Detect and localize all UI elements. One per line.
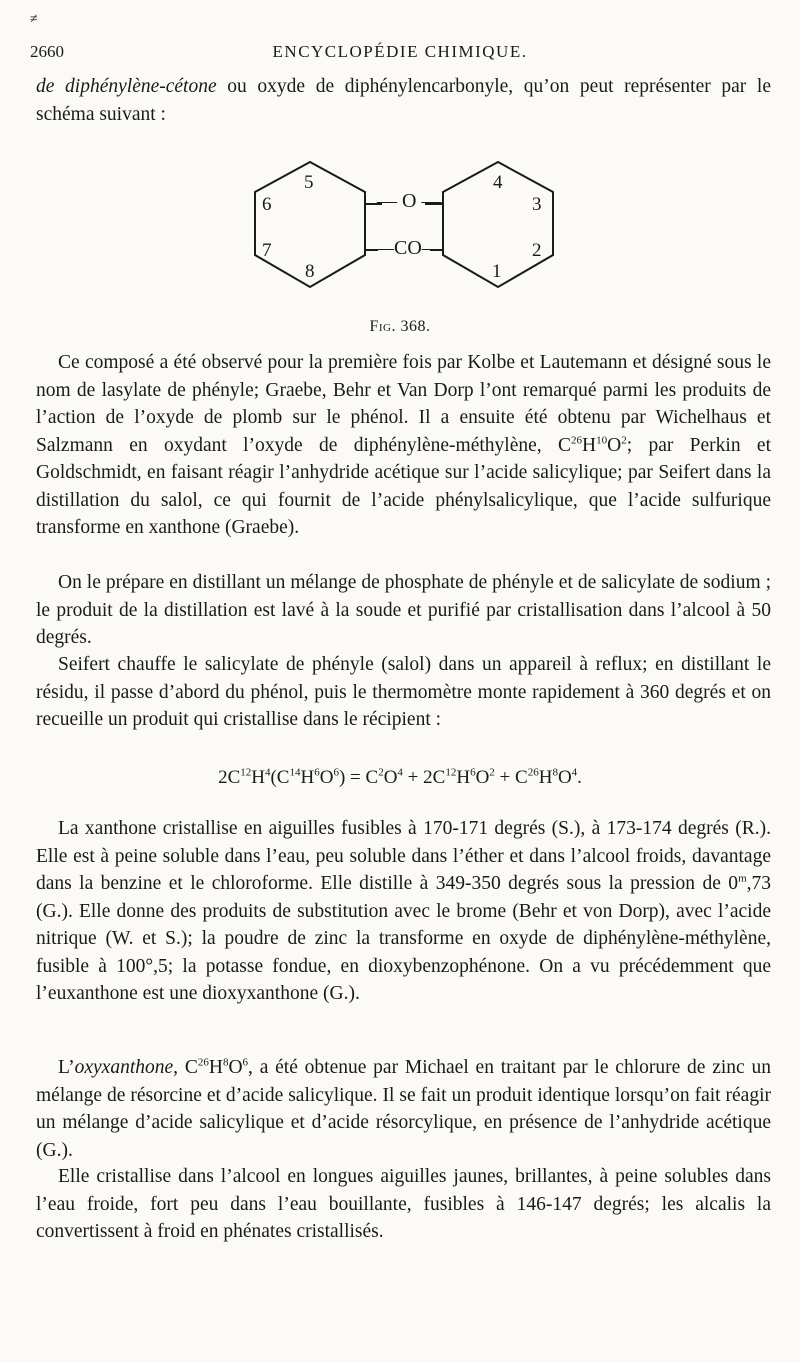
properties-paragraph xyxy=(36,815,771,1008)
page-header xyxy=(30,42,770,66)
oxyxanthone-paragraph: L’oxyxanthone, $C^{26}H^8O^6$, a été obtenue par Michael en traitant par le chlorure de zinc un mélange de résorcine et d’acide salicylique. Il se fait un produit identique lorsqu’on fait réagir un mélange d’acide salicylique et d’acide résorcylique, en présence de l’anhydride acétique (G.). xyxy=(36,1056,771,1161)
ring-number-1: 1 xyxy=(492,261,502,282)
seifert-text: Seifert chauffe le salicylate de phényle (salol) dans un appareil à reflux; en distillant le résidu, il passe d’abord du phénol, puis le thermomètre monte rapidement à 360 degrés et on recueille un produit qui cristallise dans le récipient : xyxy=(36,654,771,730)
compound-name: de diphénylène-cétone xyxy=(36,76,217,97)
oxyxanthone-text: , a été obtenue par Michael en traitant par le chlorure de zinc un mélange de résorcine et d’acide salicylique. Il se fait un produit identique lorsqu’on fait réagir un mélange d’acide salicylique et d’acide résorcylique, en présence de l’anhydride acétique (G.). xyxy=(36,1057,771,1161)
oxyxanthone-name: oxyxanthone xyxy=(74,1057,174,1078)
preparation-text: On le prépare en distillant un mélange de phosphate de phényle et de salicylate de sodium ; le produit de la distillation est lavé à la soude et purifié par cristallisation dans l’alcool à 50 degrés. xyxy=(36,572,771,648)
page-number: 2660 xyxy=(30,42,64,61)
history-text-end: ; par Perkin et Goldschmidt, en faisant réagir l’anhydride acétique sur l’acide salicylique; par Seifert dans la distillation du salol, ce qui fournit de l’acide phénylsalicylique, que l’acide sulfurique transforme en xanthone (Graebe). xyxy=(36,434,772,538)
crystallization-text: Elle cristallise dans l’alcool en longues aiguilles jaunes, brillantes, à peine solubles dans l’eau froide, fort peu dans l’eau bouillante, fusibles à 146-147 degrés; les alcalis la convertissent à froid en phénates cristallisés. xyxy=(36,1166,771,1242)
figure-caption: Fig. 368. xyxy=(369,318,431,335)
oxygen-bridge: — O — xyxy=(377,190,442,212)
crystallization-paragraph xyxy=(36,1163,771,1246)
seifert-paragraph xyxy=(36,651,771,734)
xanthone-schema xyxy=(0,160,800,310)
ring-number-2: 2 xyxy=(532,240,542,261)
ring-number-8: 8 xyxy=(305,261,315,282)
properties-text: La xanthone cristallise en aiguilles fusibles à 170-171 degrés (S.), à 173-174 degrés (R.). Elle est à peine soluble dans l’eau, peu soluble dans l’éther et dans l’alcool froids, davantage dans la benzine et le chloroforme. Elle distille à 349-350 degrés sous la pression de 0 xyxy=(36,818,771,894)
intro-text: ou oxyde de diphénylencarbonyle, qu’on peut représenter par le schéma suivant : xyxy=(36,76,771,125)
running-title: ENCYCLOPÉDIE CHIMIQUE. xyxy=(272,42,528,61)
ring-number-6: 6 xyxy=(262,194,272,215)
formula-c26h8o6: $C^{26}H^8O^6$ xyxy=(184,1056,249,1078)
ring-number-3: 3 xyxy=(532,194,542,215)
properties-text-end: ,73 (G.). Elle donne des produits de substitution avec le brome (Behr et von Dorp), avec l’acide nitrique (W. et S.); la poudre de zinc la transforme en oxyde de diphénylène-méthylène, fusible à 100°,5; la potasse fondue, en dioxybenzophénone. On a vu précédemment que l’euxanthone est une dioxyxanthone (G.). xyxy=(36,873,771,1004)
carbonyl-bridge: —CO— xyxy=(374,237,442,259)
preparation-paragraph xyxy=(36,569,771,652)
intro-paragraph xyxy=(36,73,771,128)
formula-c26h10o2: $C^{26}H^{10}O^2$ xyxy=(558,434,627,456)
ring-number-7: 7 xyxy=(262,240,272,261)
schema-drawing xyxy=(0,160,800,310)
history-paragraph xyxy=(36,349,771,542)
ring-number-4: 4 xyxy=(493,172,503,193)
history-text: Ce composé a été observé pour la première fois par Kolbe et Lautemann et désigné sous le nom de lasylate de phényle; Graebe, Behr et Van Dorp l’ont remarqué parmi les produits de l’action de l’oxyde de plomb sur le phénol. Il a ensuite été obtenu par Wichelhaus et Salzmann en oxydant l’oxyde de diphénylène-méthylène, xyxy=(36,352,771,456)
ring-number-5: 5 xyxy=(304,172,314,193)
meter-superscript: m xyxy=(738,872,747,885)
margin-mark: ≠ xyxy=(30,12,38,27)
reaction-equation: $2C^{12}H^4(C^{14}H^6O^6) = C^2O^4 + 2C^{12}H^6O^2 + C^{26}H^8O^4$. xyxy=(218,766,582,788)
